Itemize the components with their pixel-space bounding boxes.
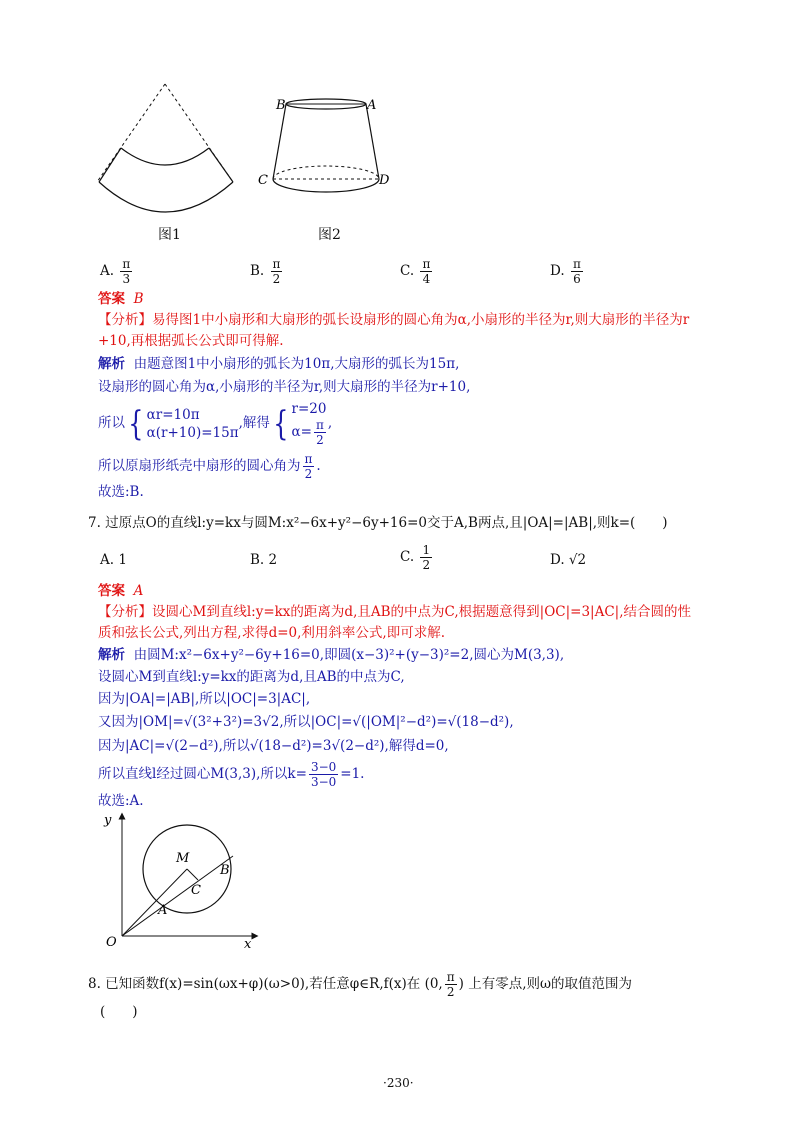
q7-option-c: C. $\frac{1}{2}$ — [400, 543, 431, 572]
label-a: A — [367, 98, 377, 113]
q6-answer: 答案 B — [98, 291, 144, 307]
label-b: B — [276, 98, 286, 113]
q7-solution-line-3: 因为|OA|=|AB|,所以|OC|=3|AC|, — [98, 691, 311, 707]
q7-option-b: B. 2 — [250, 552, 278, 568]
point-c-label: C — [191, 883, 201, 898]
figure-2-caption: 图2 — [318, 227, 341, 243]
point-b-label: B — [220, 863, 230, 878]
q7-option-a: A. 1 — [100, 552, 127, 568]
q7-conclusion: 故选:A. — [98, 793, 144, 809]
q7-option-d: D. √2 — [550, 552, 587, 568]
q6-analysis-line-1: 【分析】易得图1中小扇形和大扇形的弧长设扇形的圆心角为α,小扇形的半径为r,则大扇形的半径为r — [98, 312, 690, 328]
q7-answer: 答案 A — [98, 583, 144, 599]
q7-solution-line-4: 又因为|OM|=√(3²+3²)=3√2,所以|OC|=√(|OM|²−d²)=√(18−d²), — [98, 714, 514, 730]
q8-stem: 8. 已知函数f(x)=sin(ωx+φ)(ω>0),若任意φ∈R,f(x)在 (0, $\frac{\pi}{2}$ ) 上有零点,则ω的取值范围为 — [88, 970, 633, 999]
figure-1-caption: 图1 — [158, 227, 181, 243]
label-d: D — [379, 173, 390, 188]
q8-blank: ( ) — [100, 1004, 138, 1020]
q7-solution-line-1: 解析 由圆M:x²−6x+y²−6y+16=0,即圆(x−3)²+(y−3)²=2,圆心为M(3,3), — [98, 647, 565, 663]
q6-conclusion: 故选:B. — [98, 484, 144, 500]
q6-option-c: C. $\frac{\pi}{4}$ — [400, 257, 431, 286]
q6-option-b: B. $\frac{\pi}{2}$ — [250, 257, 281, 286]
figure-1-sector — [95, 82, 245, 222]
q6-analysis-line-2: +10,再根据弧长公式即可得解. — [98, 333, 284, 349]
q6-solution-line-4: 所以原扇形纸壳中扇形的圆心角为 $\frac{\pi}{2}$ . — [98, 452, 321, 481]
q7-solution-line-6: 所以直线l经过圆心M(3,3),所以k= $\frac{3-0}{3-0}$ =1. — [98, 760, 365, 789]
q7-stem: 7. 过原点O的直线l:y=kx与圆M:x²−6x+y²−6y+16=0交于A,B两点,且|OA|=|AB|,则k=( ) — [88, 515, 668, 531]
q7-analysis-line-1: 【分析】设圆心M到直线l:y=kx的距离为d,且AB的中点为C,根据题意得到|OC|=3|AC|,结合圆的性 — [98, 604, 692, 620]
q6-solution-line-3: 所以{ αr=10π α(r+10)=15π,解得{ r=20 α= $\frac{\pi}{2}$ , — [98, 401, 333, 447]
q7-coordinate-graph — [100, 812, 270, 952]
q7-analysis-line-2: 质和弦长公式,列出方程,求得d=0,利用斜率公式,即可求解. — [98, 625, 445, 641]
q7-solution-line-2: 设圆心M到直线l:y=kx的距离为d,且AB的中点为C, — [98, 669, 405, 685]
q6-solution-line-1: 解析 由题意图1中小扇形的弧长为10π,大扇形的弧长为15π, — [98, 356, 460, 372]
axis-y-label: y — [104, 813, 112, 828]
origin-label: O — [106, 935, 117, 950]
page-number: ·230· — [383, 1076, 414, 1090]
q7-solution-line-5: 因为|AC|=√(2−d²),所以√(18−d²)=3√(2−d²),解得d=0, — [98, 738, 449, 754]
label-c: C — [258, 173, 268, 188]
axis-x-label: x — [244, 937, 252, 952]
q6-solution-line-2: 设扇形的圆心角为α,小扇形的半径为r,则大扇形的半径为r+10, — [98, 379, 471, 395]
point-m-label: M — [176, 851, 190, 866]
point-a-label: A — [158, 903, 168, 918]
q6-option-d: D. $\frac{\pi}{6}$ — [550, 257, 581, 286]
q6-option-a: A. $\frac{\pi}{3}$ — [100, 257, 131, 286]
figure-2-frustum — [256, 92, 396, 212]
